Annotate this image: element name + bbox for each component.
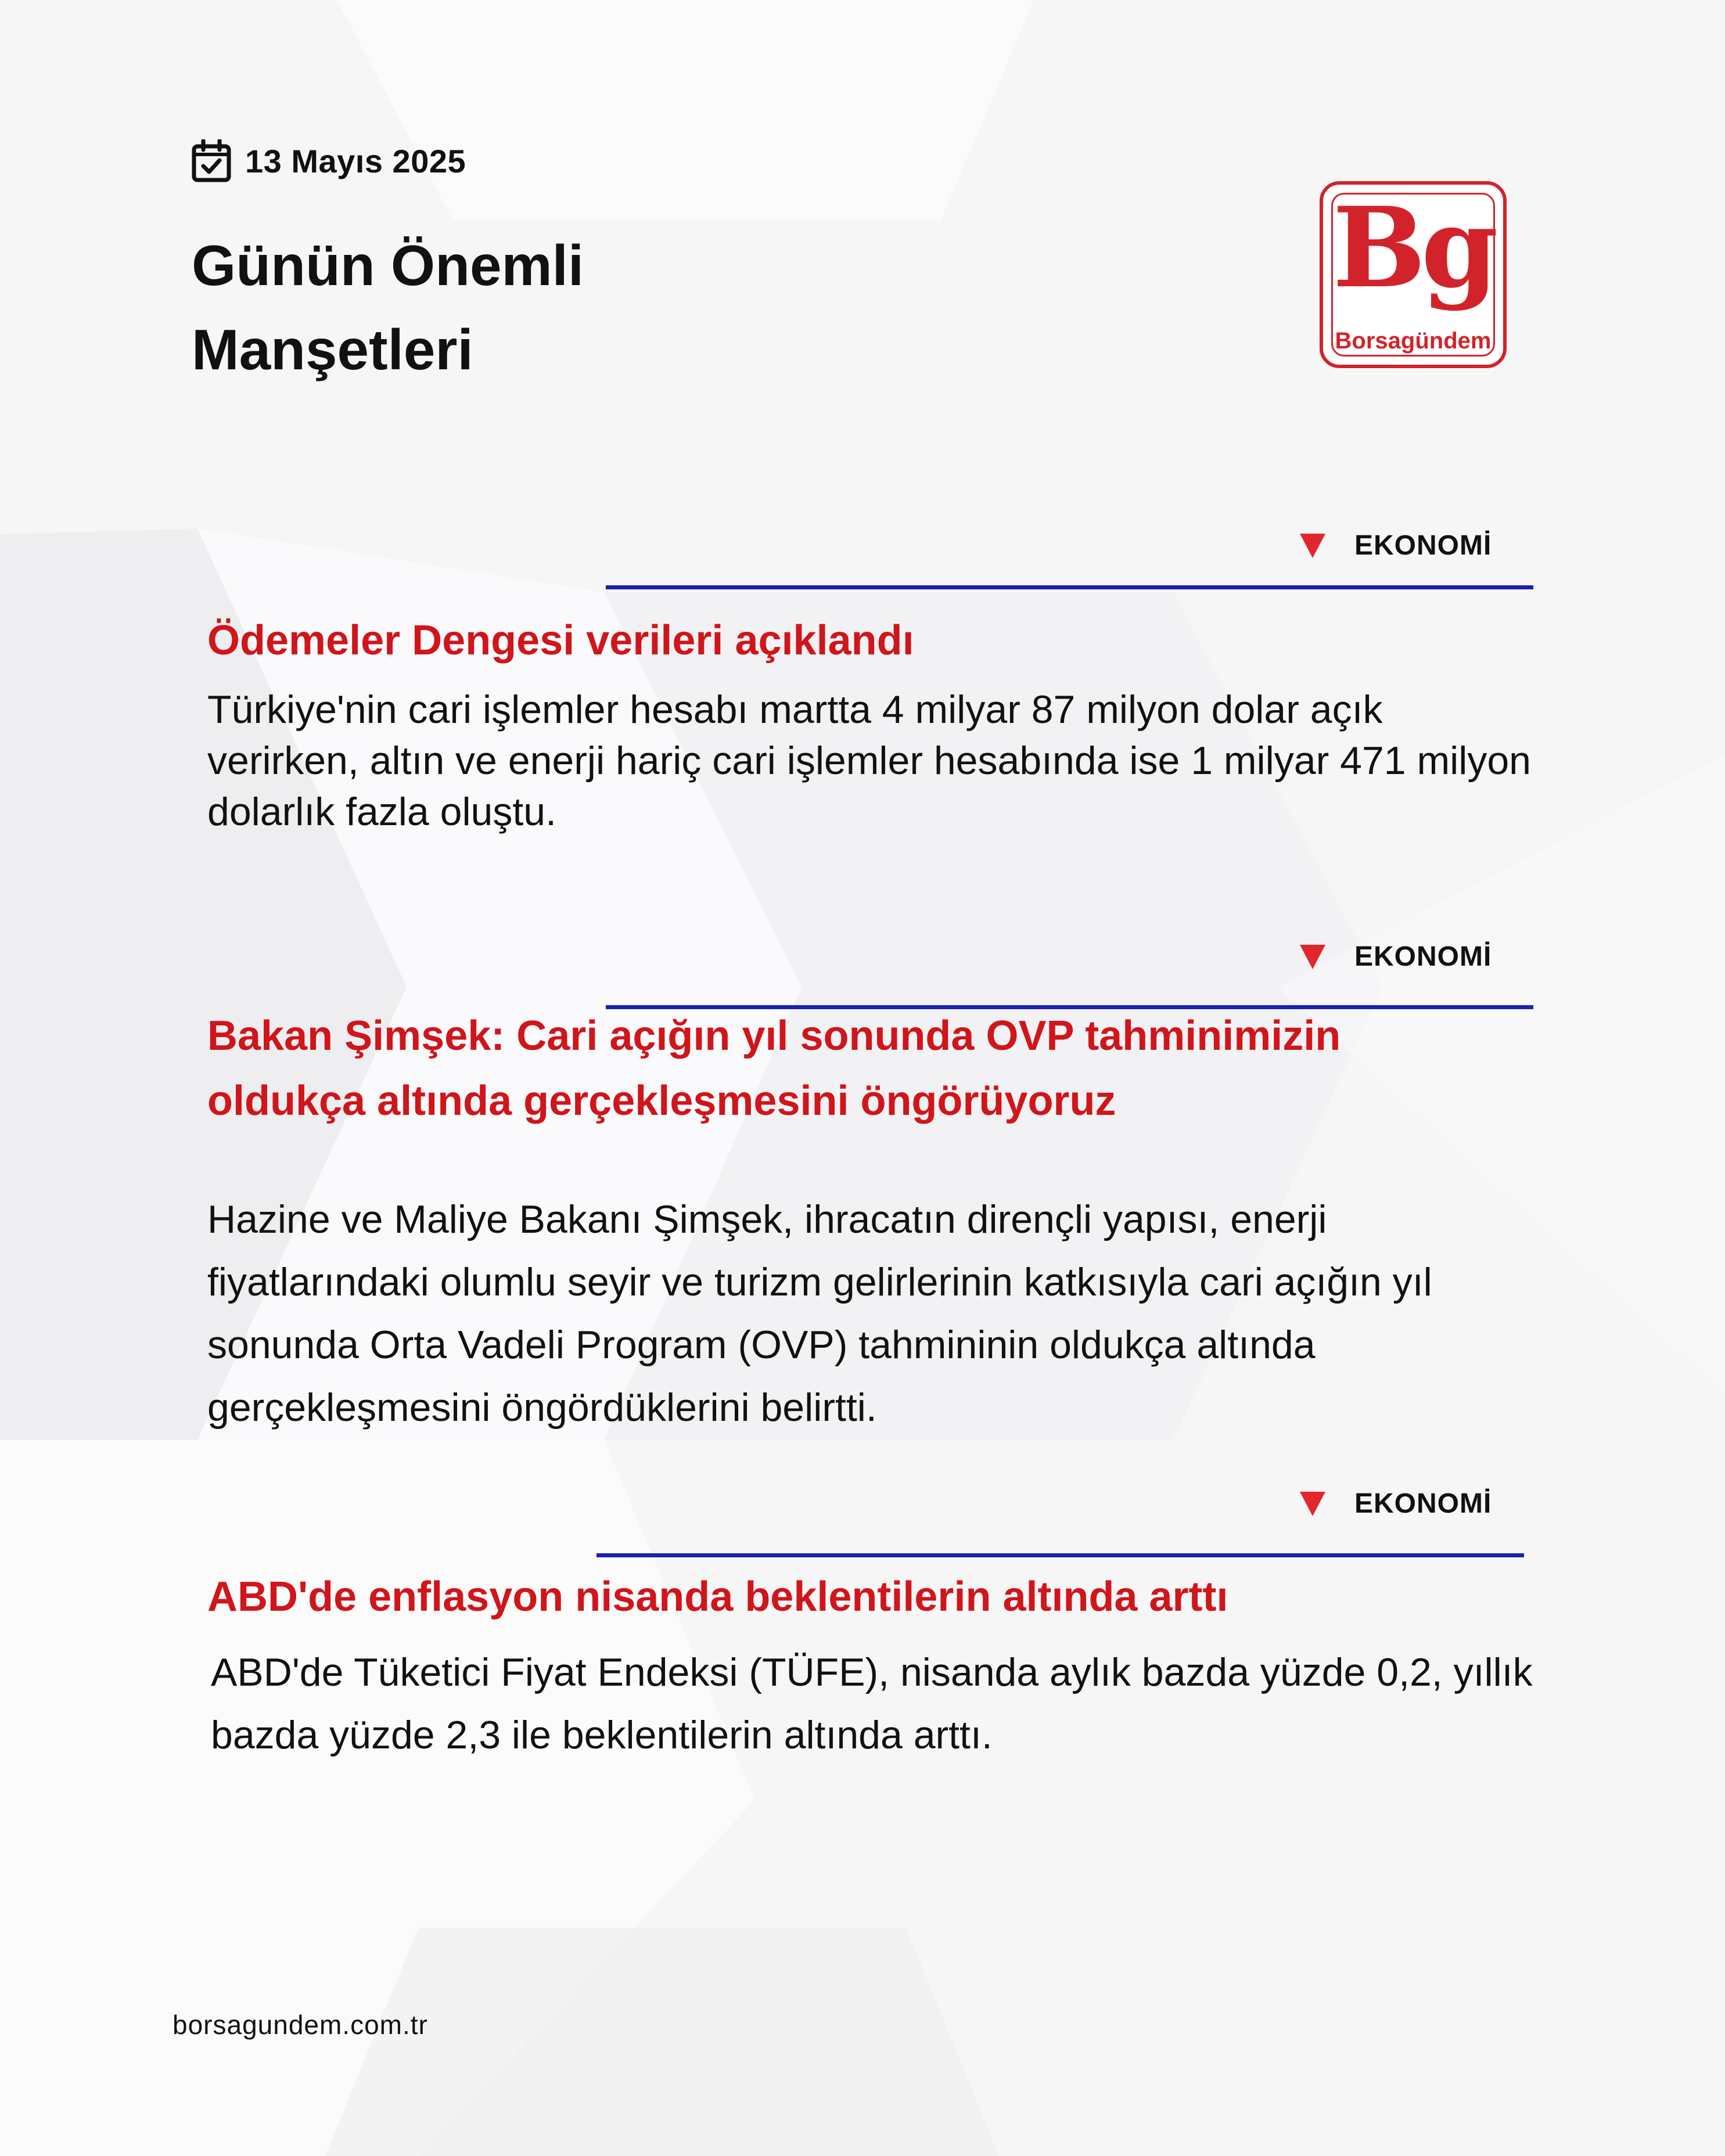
logo-name: Borsagündem: [1335, 328, 1492, 354]
category-tag: [1300, 530, 1492, 562]
news-headline[interactable]: Ödemeler Dengesi verileri açıklandı: [207, 617, 914, 664]
triangle-down-icon: [1300, 945, 1325, 969]
borsagundem-logo: [1320, 181, 1507, 368]
news-body: Hazine ve Maliye Bakanı Şimşek, ihracatın dirençli yapısı, enerji fiyatlarındaki olumlu seyir ve turizm gelirlerinin katkısıyla cari açığın yıl sonunda Orta Vadeli Program (OVP) tahmininin oldukça altında gerçekleşmesini öngördüklerini belirtti.: [207, 1197, 1432, 1430]
news-headline[interactable]: ABD'de enflasyon nisanda beklentilerin altında arttı: [207, 1574, 1228, 1620]
news-body: Türkiye'nin cari işlemler hesabı martta 4 milyar 87 milyon dolar açık verirken, altın ve enerji hariç cari işlemler hesabında ise 1 milyar 471 milyon dolarlık fazla oluştu.: [207, 688, 1531, 834]
news-headline[interactable]: Bakan Şimşek: Cari açığın yıl sonunda OVP tahminimizin oldukça altında gerçekleşmesini öngörüyoruz: [207, 1013, 1341, 1124]
category-label: EKONOMİ: [1354, 530, 1492, 561]
section-divider: [596, 1553, 1524, 1557]
category-label: EKONOMİ: [1354, 1488, 1492, 1519]
logo-mark: Bg: [1332, 183, 1494, 312]
website-link[interactable]: borsagundem.com.tr: [172, 2010, 428, 2040]
category-tag: [1300, 941, 1492, 973]
calendar-icon: [192, 139, 231, 182]
category-tag: [1300, 1488, 1492, 1520]
category-label: EKONOMİ: [1354, 941, 1492, 972]
triangle-down-icon: [1300, 534, 1325, 558]
page-title-line2: Manşetleri: [192, 318, 473, 381]
page-title-line1: Günün Önemli: [192, 233, 584, 297]
date-text: 13 Mayıs 2025: [245, 142, 466, 179]
triangle-down-icon: [1300, 1492, 1325, 1516]
news-body: ABD'de Tüketici Fiyat Endeksi (TÜFE), nisanda aylık bazda yüzde 0,2, yıllık bazda yüzde 2,3 ile beklentilerin altında arttı.: [211, 1650, 1533, 1757]
page-title: [192, 224, 889, 392]
section-divider: [606, 585, 1533, 589]
date-row: [192, 139, 466, 182]
